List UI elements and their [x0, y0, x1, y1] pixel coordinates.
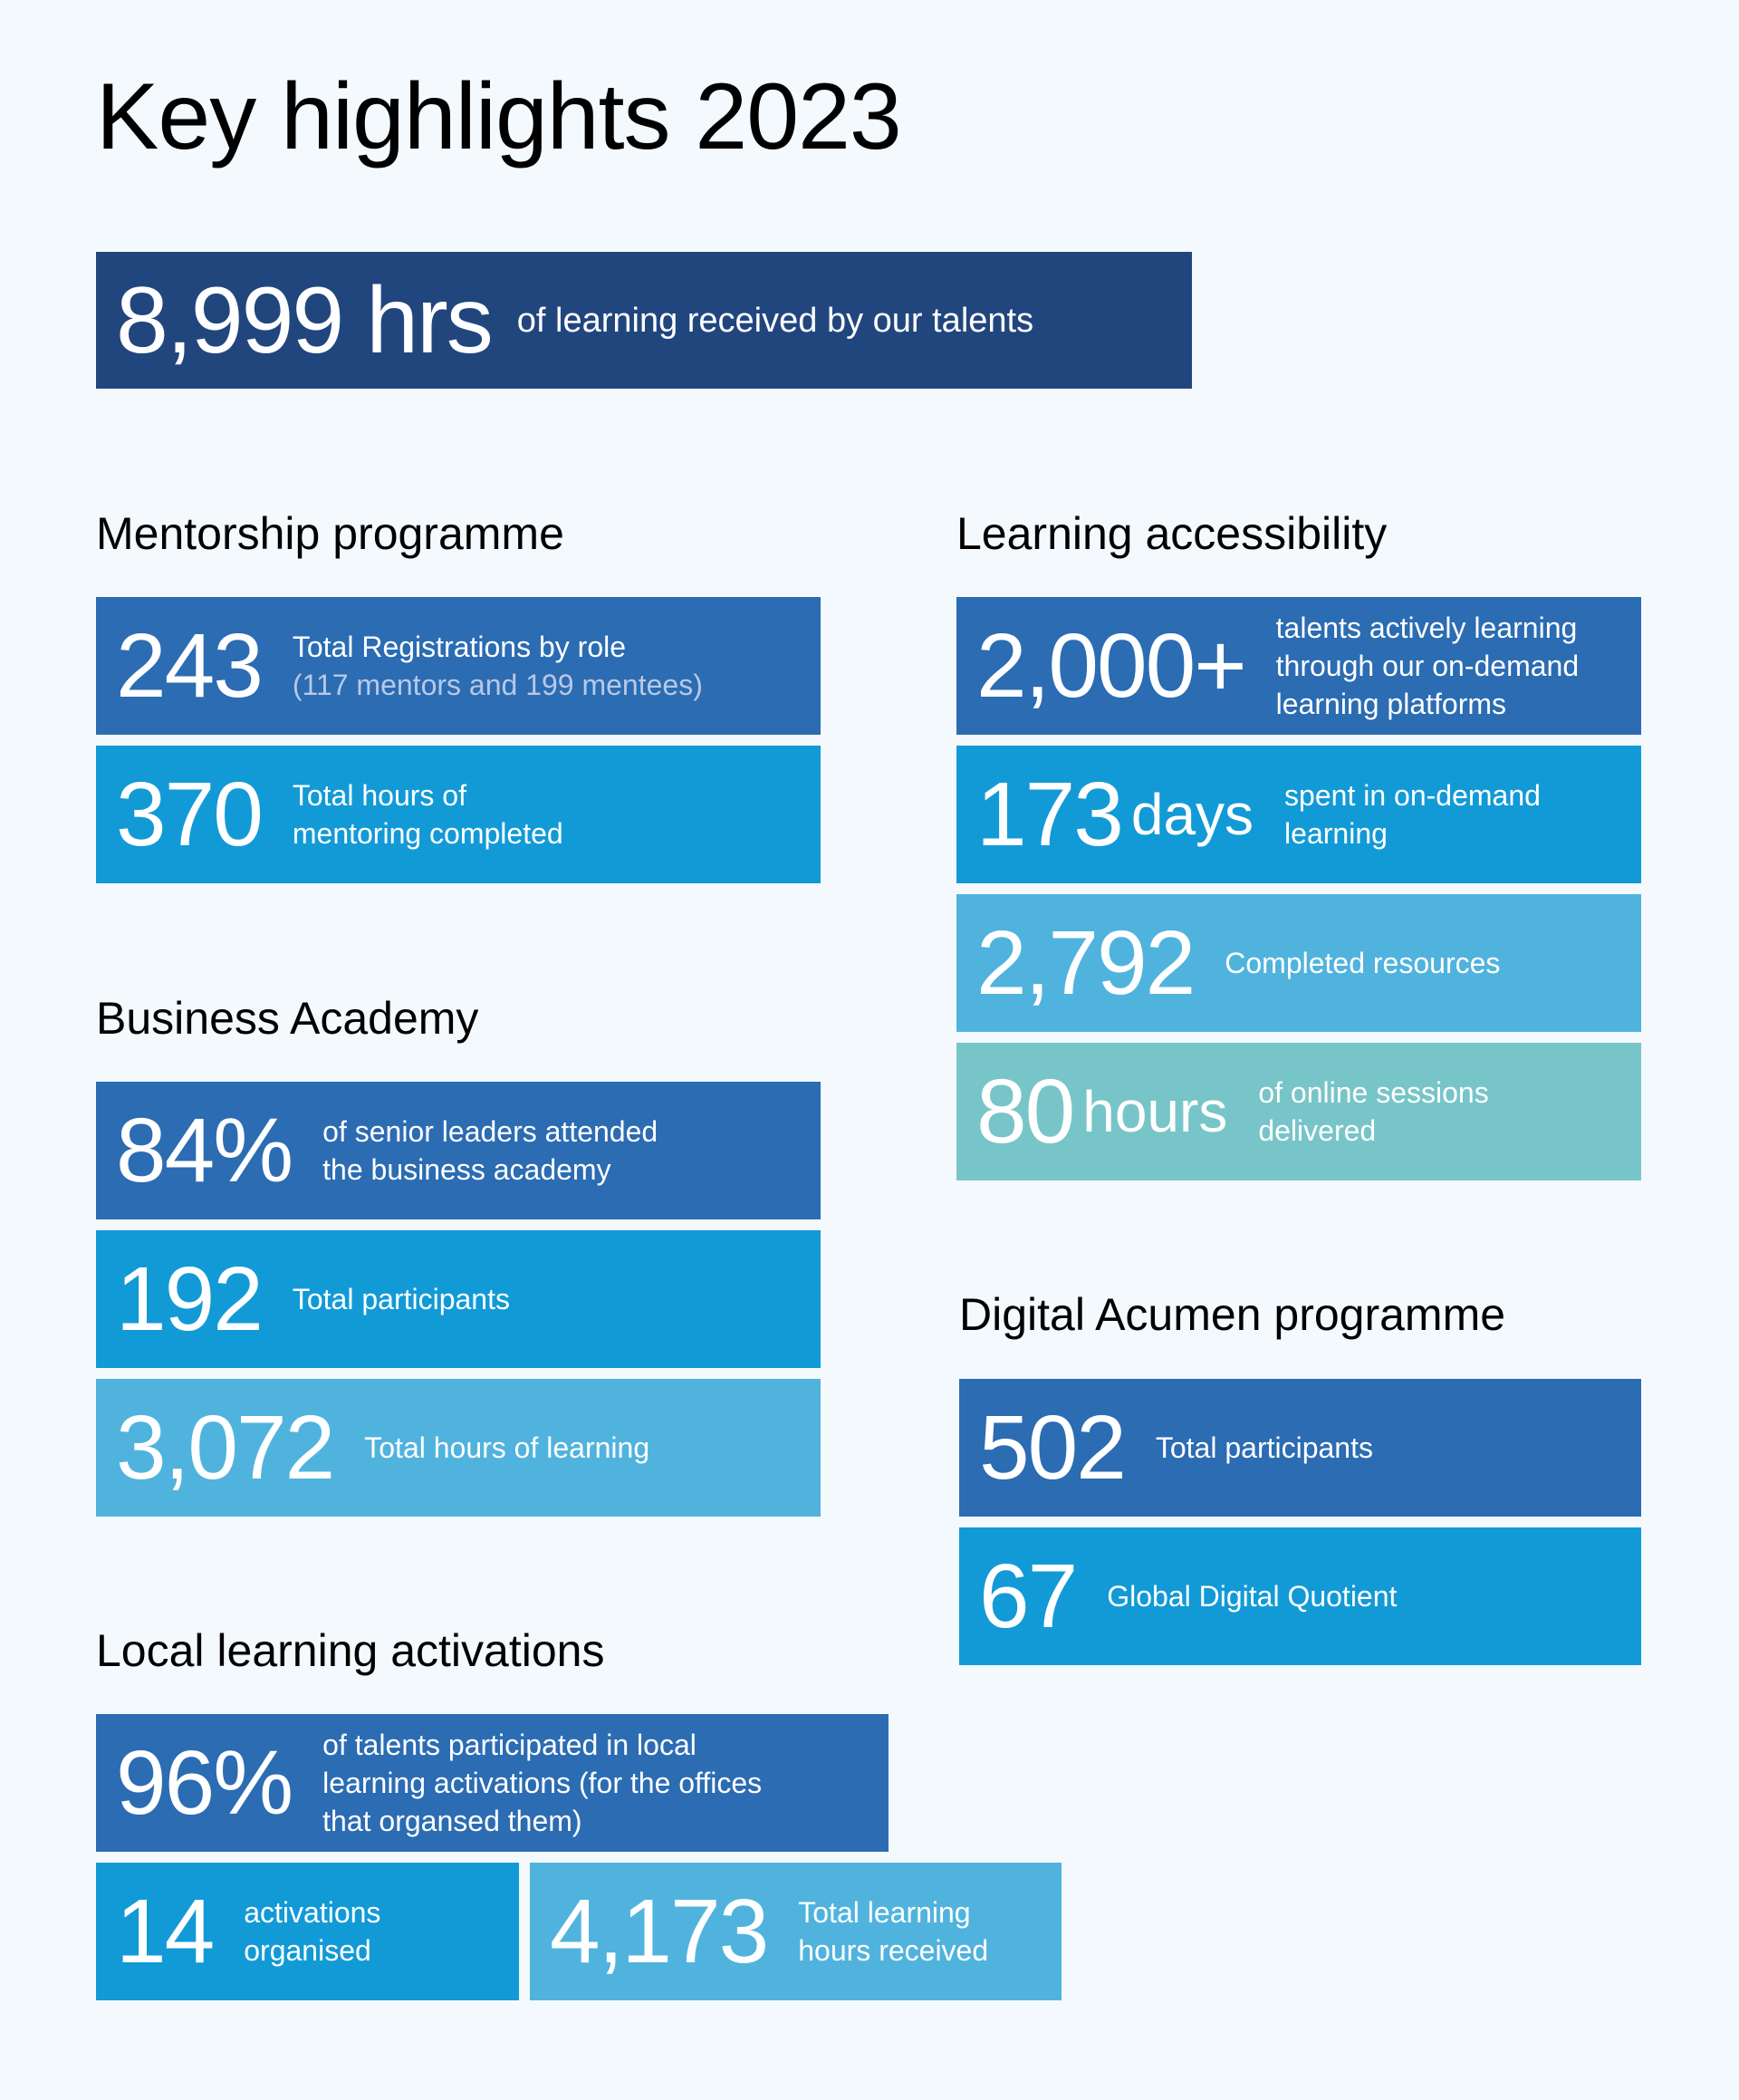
stat-label — [1225, 944, 1500, 982]
stat-label-text: Total Registrations by role — [292, 631, 627, 663]
stat-card-m2 — [96, 746, 821, 883]
stat-card-a2 — [956, 746, 1641, 883]
stat-label-text: of senior leaders attended the business academy — [322, 1115, 658, 1186]
stat-number: 173 — [976, 764, 1122, 865]
stat-label — [1107, 1577, 1397, 1615]
stat-label — [244, 1893, 380, 1970]
stat-number: 2,792 — [976, 912, 1195, 1014]
stat-label-text: of talents participated in local learning activations (for the offices that organsed them) — [322, 1729, 763, 1837]
stat-number: 84% — [116, 1100, 293, 1201]
stat-number: 243 — [116, 615, 262, 717]
stat-card-a1 — [956, 597, 1641, 735]
stat-label-text: talents actively learning through our on-demand learning platforms — [1275, 612, 1580, 720]
stat-card-b3 — [96, 1379, 821, 1517]
stat-label-text: Total hours of mentoring completed — [292, 779, 563, 850]
stat-card-l2 — [96, 1863, 519, 2000]
stat-label-text: activations organised — [244, 1896, 381, 1967]
section-heading-local-learning: Local learning activations — [96, 1625, 605, 1676]
stat-number: 502 — [979, 1397, 1125, 1498]
stat-label — [293, 1280, 510, 1318]
stat-card-a4 — [956, 1043, 1641, 1180]
section-heading-digital-acumen: Digital Acumen programme — [959, 1289, 1506, 1340]
stat-number: 80 — [976, 1061, 1074, 1162]
stat-card-b1 — [96, 1082, 821, 1219]
stat-label-text: Completed resources — [1225, 947, 1501, 979]
stat-label — [798, 1893, 988, 1970]
stat-label — [322, 1113, 658, 1189]
stat-card-m1 — [96, 597, 821, 735]
stat-card-d1 — [959, 1379, 1641, 1517]
banner-unit: hrs — [366, 267, 492, 373]
stat-label — [322, 1726, 762, 1840]
stat-number: 96% — [116, 1732, 293, 1834]
stat-label — [1156, 1429, 1373, 1467]
stat-label-text: spent in on-demand learning — [1284, 779, 1541, 850]
stat-label-text: Total participants — [292, 1283, 510, 1315]
stat-card-b2 — [96, 1230, 821, 1368]
page-title: Key highlights 2023 — [96, 64, 901, 169]
stat-card-a3 — [956, 894, 1641, 1032]
banner-number: 8,999 — [116, 267, 343, 373]
stat-card-l3 — [530, 1863, 1062, 2000]
stat-label — [1258, 1074, 1488, 1150]
stat-unit: days — [1130, 782, 1254, 847]
stat-label — [364, 1429, 649, 1467]
stat-number: 67 — [979, 1546, 1077, 1647]
banner-total-hours — [96, 252, 1192, 389]
stat-label — [1276, 609, 1579, 723]
stat-number: 4,173 — [550, 1881, 768, 1982]
stat-label-text: Total participants — [1155, 1431, 1373, 1464]
stat-number: 3,072 — [116, 1397, 334, 1498]
section-heading-business-academy: Business Academy — [96, 993, 479, 1044]
stat-card-d2 — [959, 1527, 1641, 1665]
stat-label-text: of online sessions delivered — [1258, 1076, 1489, 1147]
stat-label-text: Total hours of learning — [364, 1431, 650, 1464]
section-heading-mentorship: Mentorship programme — [96, 508, 564, 559]
stat-label — [293, 628, 703, 704]
stat-number: 14 — [116, 1881, 214, 1982]
stat-card-l1 — [96, 1714, 889, 1852]
stat-number: 192 — [116, 1248, 262, 1350]
stat-label-sub: (117 mentors and 199 mentees) — [292, 669, 703, 701]
stat-label-text: Global Digital Quotient — [1107, 1580, 1398, 1613]
stat-label — [293, 776, 563, 853]
stat-number: 370 — [116, 764, 262, 865]
stat-number: 2,000+ — [976, 615, 1245, 717]
section-heading-learning-accessibility: Learning accessibility — [956, 508, 1388, 559]
stat-label-text: Total learning hours received — [798, 1896, 989, 1967]
stat-unit: hours — [1082, 1079, 1228, 1144]
banner-label: of learning received by our talents — [516, 301, 1034, 340]
stat-label — [1284, 776, 1541, 853]
